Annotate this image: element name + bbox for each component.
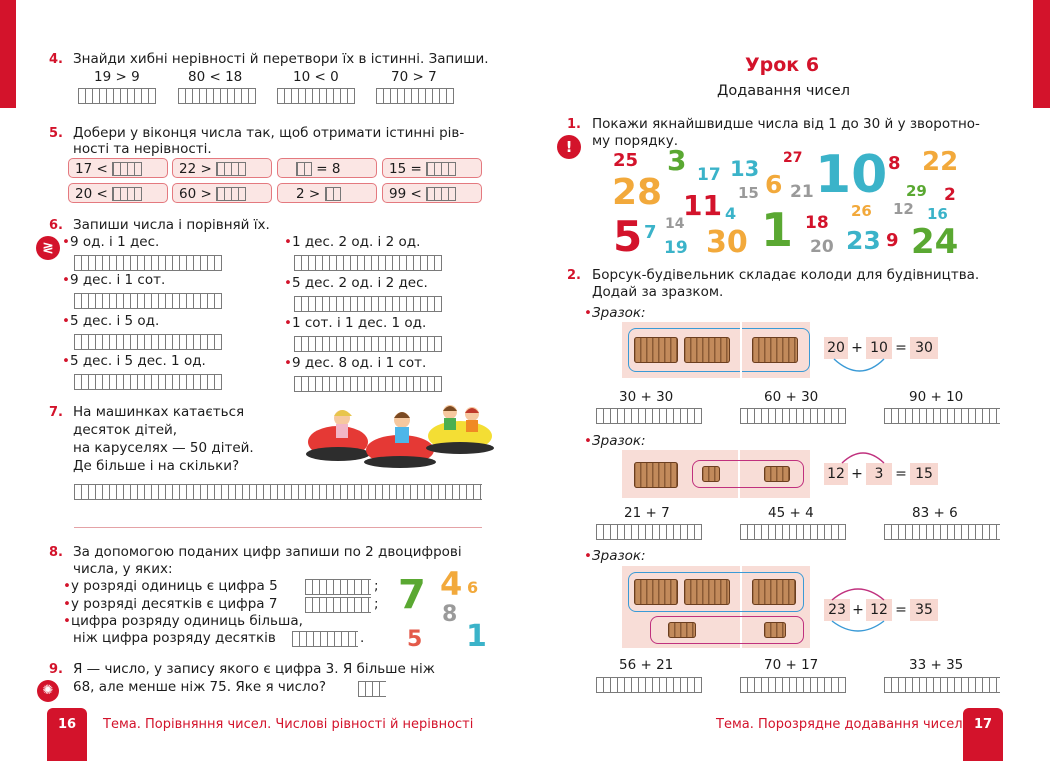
bullet-icon: • — [63, 596, 71, 612]
exercise: 21 + 7 — [624, 505, 670, 521]
addend-b: 10 — [866, 337, 892, 359]
answer-cells[interactable] — [294, 296, 442, 312]
footer-topic: Тема. Порівняння чисел. Числові рівності й нерівності — [103, 717, 474, 732]
task-8-bullet-3: •цифра розряду одиниць більша, — [63, 613, 303, 629]
bullet-icon: • — [63, 578, 71, 594]
cloud-number: 16 — [927, 205, 948, 223]
cloud-number: 18 — [805, 213, 829, 233]
inequality-box[interactable] — [382, 183, 482, 203]
bullet-icon: • — [284, 355, 292, 371]
cloud-number: 9 — [886, 230, 899, 251]
answer-window[interactable] — [216, 162, 246, 176]
exclamation-icon: ! — [557, 135, 581, 159]
cloud-number: 2 — [944, 185, 956, 205]
exercise: 56 + 21 — [619, 657, 674, 673]
task-7-line-2: десяток дітей, — [73, 422, 178, 438]
separator-line — [740, 322, 742, 378]
sample-label: •Зразок: — [584, 433, 646, 449]
compare-icon: ≷ — [36, 236, 60, 260]
exercise: 60 + 30 — [764, 389, 819, 405]
cloud-number: 22 — [922, 147, 959, 177]
inequality-right: = 8 — [316, 161, 341, 177]
cloud-number: 23 — [846, 226, 881, 255]
task-6-right-item-2: •5 дес. 2 од. і 2 дес. — [284, 275, 428, 291]
task-7-line-1: На машинках катається — [73, 404, 245, 420]
cloud-number: 11 — [683, 189, 722, 222]
log-bundle — [634, 579, 678, 605]
cloud-number: 15 — [738, 184, 759, 202]
answer-cells[interactable] — [294, 336, 442, 352]
log-bundle — [684, 579, 730, 605]
divider — [74, 527, 482, 528]
cloud-number: 10 — [815, 145, 888, 205]
task-4-item-2: 80 < 18 — [188, 69, 243, 85]
answer-cells[interactable] — [596, 677, 702, 693]
cloud-number: 27 — [783, 150, 803, 166]
answer-cells[interactable] — [74, 374, 222, 390]
separator: ; — [374, 596, 379, 612]
lightbulb-icon: ✺ — [37, 680, 59, 702]
task-1-line-1: Покажи якнайшвидше числа від 1 до 30 й у зворотно- — [592, 116, 980, 132]
bullet-icon: • — [584, 433, 592, 449]
task-7-number: 7. — [49, 405, 63, 420]
equals-sign: = — [892, 337, 910, 359]
task-5-number: 5. — [49, 126, 63, 141]
answer-cells[interactable] — [74, 255, 222, 271]
task-6-right-item-1: •1 дес. 2 од. і 2 од. — [284, 234, 421, 250]
task-6-number: 6. — [49, 218, 63, 233]
bullet-icon: • — [584, 305, 592, 321]
equals-sign: = — [892, 463, 910, 485]
sum: 15 — [910, 463, 938, 485]
page-number: 16 — [57, 717, 77, 732]
addend-a: 23 — [824, 599, 850, 621]
cloud-number: 1 — [761, 203, 794, 257]
task-8-number: 8. — [49, 545, 63, 560]
cloud-number: 24 — [911, 222, 959, 262]
task-2-number: 2. — [567, 268, 581, 283]
answer-cells[interactable] — [305, 597, 371, 613]
arc-connector — [828, 357, 888, 375]
answer-window[interactable] — [112, 187, 142, 201]
task-4-item-1: 19 > 9 — [94, 69, 140, 85]
bullet-icon: • — [62, 234, 70, 250]
page-number-badge — [47, 708, 87, 761]
inequality-box[interactable] — [172, 183, 272, 203]
sum: 35 — [910, 599, 938, 621]
cloud-number: 6 — [765, 170, 783, 199]
page-number: 17 — [973, 717, 993, 732]
task-6-right-item-3: •1 сот. і 1 дес. 1 од. — [284, 315, 427, 331]
inequality-left: 60 > — [179, 186, 212, 202]
inequality-box[interactable] — [277, 158, 377, 178]
sum: 30 — [910, 337, 938, 359]
separator: . — [360, 630, 365, 646]
answer-cells[interactable] — [884, 524, 1000, 540]
inequality-box[interactable] — [382, 158, 482, 178]
lesson-title: Урок 6 — [745, 54, 820, 76]
left-corner-tab — [0, 0, 16, 108]
footer-topic: Тема. Порозрядне додавання чисел — [716, 717, 963, 732]
task-8-bullet-3-cont: ніж цифра розряду десятків — [73, 630, 276, 646]
task-6-text: Запиши числа і порівняй їх. — [73, 217, 270, 233]
inequality-box[interactable] — [68, 158, 168, 178]
answer-cells[interactable] — [277, 88, 355, 104]
digit-8: 8 — [442, 602, 458, 627]
inequality-left: 20 < — [75, 186, 108, 202]
cloud-number: 19 — [664, 238, 688, 258]
right-corner-tab — [1033, 0, 1050, 108]
task-8-line-2: числа, у яких: — [73, 561, 173, 577]
cloud-number: 26 — [851, 202, 872, 220]
inequality-left: 22 > — [179, 161, 212, 177]
log-bundle — [764, 622, 786, 638]
log-bundle — [764, 466, 790, 482]
bullet-icon: • — [584, 548, 592, 564]
task-7-line-3: на каруселях — 50 дітей. — [73, 440, 254, 456]
task-8-line-1: За допомогою поданих цифр запиши по 2 двоцифрові — [73, 544, 462, 560]
answer-cells[interactable] — [294, 376, 442, 392]
answer-window[interactable] — [112, 162, 142, 176]
answer-cells[interactable] — [74, 293, 222, 309]
answer-cells[interactable] — [292, 631, 358, 647]
separator: ; — [374, 578, 379, 594]
log-bundle — [752, 579, 796, 605]
bullet-icon: • — [284, 275, 292, 291]
answer-cells[interactable] — [740, 677, 846, 693]
number-cloud — [600, 145, 980, 265]
inequality-left: 15 = — [389, 161, 422, 177]
answer-window[interactable] — [426, 162, 456, 176]
digit-1: 1 — [466, 619, 487, 654]
task-7-line-4: Де більше і на скільки? — [73, 458, 240, 474]
log-bundle — [702, 466, 720, 482]
exercise: 83 + 6 — [912, 505, 958, 521]
log-bundle — [634, 337, 678, 363]
answer-window[interactable] — [325, 187, 341, 201]
task-8-bullet-2: •у розряді десятків є цифра 7 — [63, 596, 278, 612]
bullet-icon: • — [284, 234, 292, 250]
cloud-number: 7 — [644, 222, 657, 243]
answer-cells[interactable] — [740, 408, 846, 424]
cloud-number: 30 — [706, 225, 748, 260]
task-2-line-2: Додай за зразком. — [592, 284, 724, 300]
addend-b: 3 — [866, 463, 892, 485]
cloud-number: 8 — [888, 153, 901, 174]
digit-6: 6 — [467, 578, 479, 597]
cloud-number: 29 — [906, 182, 927, 200]
cloud-number: 21 — [790, 182, 814, 202]
arc-connector — [838, 449, 888, 465]
answer-cells[interactable] — [294, 255, 442, 271]
answer-cells[interactable] — [74, 484, 482, 500]
cloud-number: 14 — [665, 216, 685, 232]
exercise: 30 + 30 — [619, 389, 674, 405]
inequality-box[interactable] — [277, 183, 377, 203]
inequality-box[interactable] — [172, 158, 272, 178]
addend-a: 12 — [824, 463, 848, 485]
answer-cells[interactable] — [78, 88, 156, 104]
sample-label: •Зразок: — [584, 548, 646, 564]
inequality-left: 2 > — [296, 186, 321, 202]
addend-a: 20 — [824, 337, 848, 359]
bullet-icon: • — [62, 313, 70, 329]
answer-cells[interactable] — [376, 88, 454, 104]
answer-cells[interactable] — [74, 334, 222, 350]
task-8-bullet-1: •у розряді одиниць є цифра 5 — [63, 578, 278, 594]
digit-4: 4 — [440, 565, 463, 603]
answer-window[interactable] — [216, 187, 246, 201]
answer-cells[interactable] — [740, 524, 846, 540]
task-4-text: Знайди хибні нерівності й перетвори їх в істинні. Запиши. — [73, 51, 489, 67]
plus-sign: + — [848, 463, 866, 485]
bullet-icon: • — [63, 613, 71, 629]
digit-5: 5 — [407, 627, 423, 652]
log-bundle — [634, 462, 678, 488]
inequality-left: 99 < — [389, 186, 422, 202]
cloud-number: 17 — [697, 165, 721, 185]
task-4-item-4: 70 > 7 — [391, 69, 437, 85]
answer-cells[interactable] — [305, 579, 371, 595]
log-bundle — [684, 337, 730, 363]
arc-connector — [828, 586, 888, 602]
log-bundle — [668, 622, 696, 638]
exercise: 45 + 4 — [768, 505, 814, 521]
task-6-left-item-4: •5 дес. і 5 дес. 1 од. — [62, 353, 206, 369]
task-4-item-3: 10 < 0 — [293, 69, 339, 85]
inequality-left: 17 < — [75, 161, 108, 177]
task-1-number: 1. — [567, 117, 581, 132]
arc-connector — [828, 619, 888, 635]
digit-7: 7 — [398, 572, 426, 618]
bullet-icon: • — [62, 353, 70, 369]
answer-cells[interactable] — [358, 681, 386, 697]
cloud-number: 5 — [613, 212, 643, 261]
cloud-number: 13 — [730, 157, 760, 181]
task-5-line-2: ності та нерівності. — [73, 141, 212, 157]
answer-cells[interactable] — [884, 408, 1000, 424]
answer-cells[interactable] — [596, 408, 702, 424]
task-4-number: 4. — [49, 52, 63, 67]
sample-label: •Зразок: — [584, 305, 646, 321]
cloud-number: 3 — [667, 144, 687, 177]
answer-window[interactable] — [426, 187, 456, 201]
cloud-number: 20 — [810, 237, 834, 257]
bullet-icon: • — [284, 315, 292, 331]
task-6-left-item-1: •9 од. і 1 дес. — [62, 234, 160, 250]
cloud-number: 25 — [613, 150, 639, 171]
task-6-left-item-3: •5 дес. і 5 од. — [62, 313, 160, 329]
lesson-subtitle: Додавання чисел — [717, 83, 850, 99]
plus-sign: + — [848, 337, 866, 359]
task-9-line-1: Я — число, у запису якого є цифра 3. Я більше ніж — [73, 661, 435, 677]
inequality-box[interactable] — [68, 183, 168, 203]
answer-cells[interactable] — [596, 524, 702, 540]
task-6-right-item-4: •9 дес. 8 од. і 1 сот. — [284, 355, 427, 371]
answer-cells[interactable] — [178, 88, 256, 104]
task-9-line-2: 68, але менше ніж 75. Яке я число? — [73, 679, 327, 695]
bumper-cars-illustration — [300, 402, 500, 472]
equals-sign: = — [892, 599, 910, 621]
exercise: 90 + 10 — [909, 389, 964, 405]
answer-window[interactable] — [296, 162, 312, 176]
task-6-left-item-2: •9 дес. і 1 сот. — [62, 272, 166, 288]
cloud-number: 4 — [725, 204, 737, 223]
task-1-line-2: му порядку. — [592, 133, 679, 149]
plus-sign: + — [850, 599, 866, 621]
task-2-line-1: Борсук-будівельник складає колоди для будівництва. — [592, 267, 980, 283]
page-number-badge — [963, 708, 1003, 761]
exercise: 70 + 17 — [764, 657, 819, 673]
addend-b: 12 — [866, 599, 892, 621]
task-5-line-1: Добери у віконця числа так, щоб отримати істинні рів- — [73, 125, 465, 141]
log-bundle — [752, 337, 798, 363]
bullet-icon: • — [62, 272, 70, 288]
answer-cells[interactable] — [884, 677, 1000, 693]
cloud-number: 12 — [893, 200, 914, 218]
exercise: 33 + 35 — [909, 657, 964, 673]
task-9-number: 9. — [49, 662, 63, 677]
cloud-number: 28 — [612, 172, 663, 213]
